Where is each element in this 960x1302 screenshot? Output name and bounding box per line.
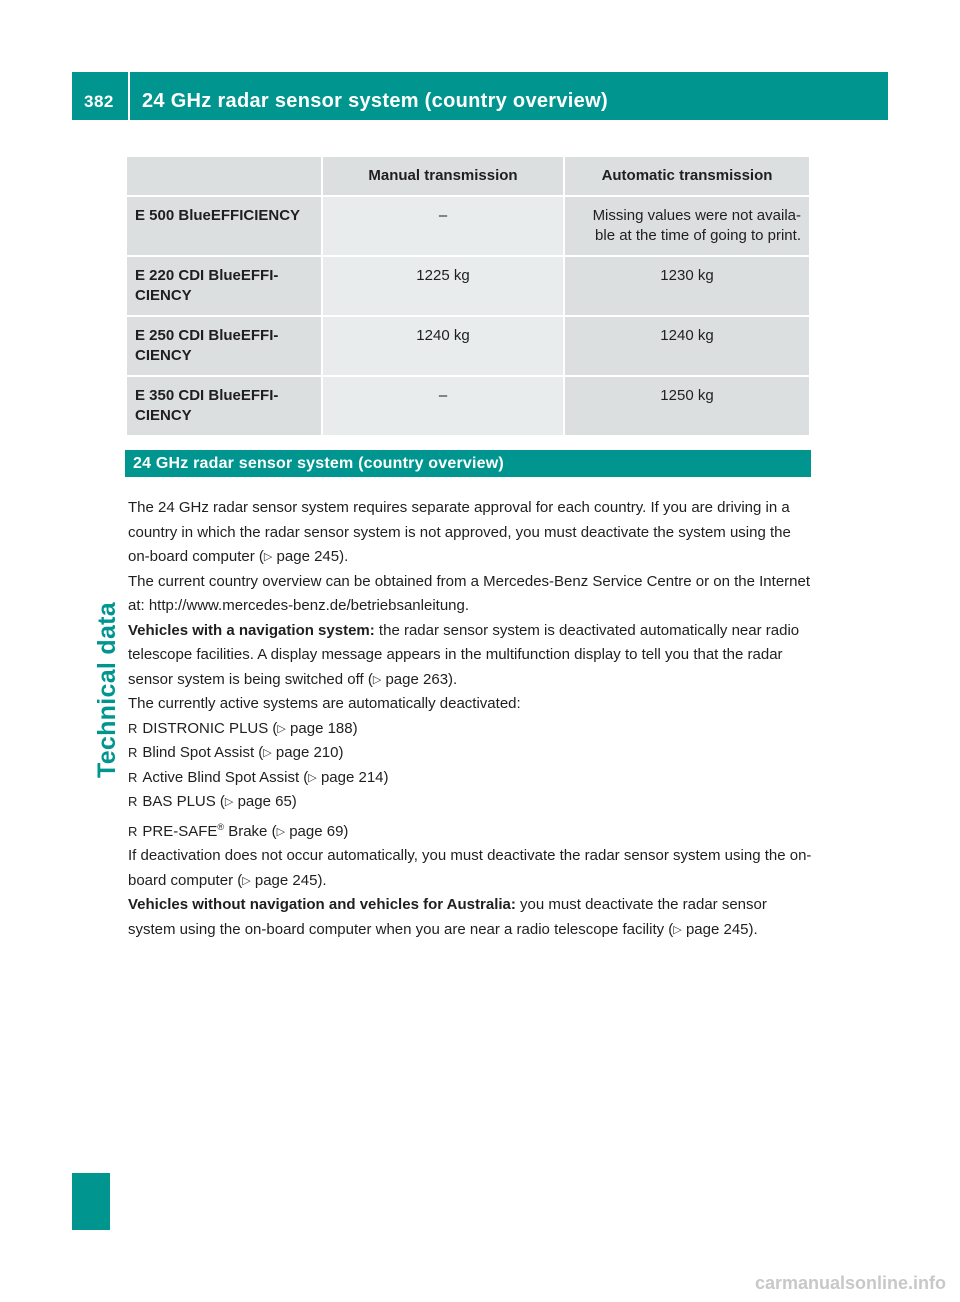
section-body — [128, 496, 813, 942]
paragraph: Vehicles without navigation and vehicles for Australia: you must deactivate the radar sensor system using the on-board computer when you are near a radio telescope facility (▷ page 245). — [128, 896, 767, 938]
list-item: R PRE-SAFE® Brake (▷ page 69) — [128, 815, 813, 845]
bold-lead: Vehicles with a navigation system: — [128, 621, 375, 639]
page-header — [72, 72, 888, 120]
paragraph: The currently active systems are automatically deactivated: — [128, 695, 521, 712]
triangle-right-icon: ▷ — [276, 825, 286, 838]
page-reference-link[interactable]: page 263). — [385, 670, 458, 688]
model-cell: E 220 CDI BlueEFFI-CIENCY — [127, 257, 321, 315]
model-cell: E 350 CDI BlueEFFI-CIENCY — [127, 377, 321, 435]
table-row — [127, 317, 809, 375]
manual-cell: – — [323, 377, 563, 435]
watermark: carmanualsonline.info — [754, 1273, 946, 1293]
automatic-cell: 1230 kg — [565, 257, 809, 315]
triangle-right-icon: ▷ — [263, 747, 272, 759]
list-item: R Blind Spot Assist (▷ page 210) — [128, 741, 813, 766]
automatic-cell: Missing values were not availa-ble at the time of going to print. — [565, 197, 809, 255]
side-tab-label: Technical data — [93, 602, 121, 779]
table-header-cell: Automatic transmission — [565, 157, 809, 195]
paragraph: The 24 GHz radar sensor system requires separate approval for each country. If you are driving in a country in which the radar sensor system is not approved, you must deactivate the system using the on-board computer (▷ page 245). — [128, 499, 791, 565]
page-number: 382 — [84, 92, 114, 111]
triangle-right-icon: ▷ — [277, 722, 286, 735]
page-reference-link[interactable]: page 69) — [289, 822, 349, 840]
section-heading: 24 GHz radar sensor system (country overview) — [125, 450, 811, 477]
table-header-row — [127, 157, 809, 195]
header-title: 24 GHz radar sensor system (country overview) — [142, 90, 608, 112]
automatic-cell: 1250 kg — [565, 377, 809, 435]
manual-cell: – — [323, 197, 563, 255]
triangle-right-icon: ▷ — [224, 796, 234, 808]
automatic-cell: 1240 kg — [565, 317, 809, 375]
model-cell: E 250 CDI BlueEFFI-CIENCY — [127, 317, 321, 375]
table-row — [127, 197, 809, 255]
table-row — [127, 257, 809, 315]
table-header-cell — [127, 157, 321, 195]
model-cell: E 500 BlueEFFICIENCY — [127, 197, 321, 255]
triangle-right-icon: ▷ — [308, 771, 317, 784]
weights-table — [125, 155, 811, 437]
side-tab-block — [72, 1173, 110, 1230]
triangle-right-icon: ▷ — [263, 551, 273, 563]
page-reference-link[interactable]: page 245). — [685, 920, 758, 938]
paragraph: The current country overview can be obtained from a Mercedes-Benz Service Centre or on the Internet at: http://www.mercedes-benz.de/betriebsanleitung. — [128, 572, 811, 614]
page-reference-link[interactable]: page 245). — [254, 871, 327, 889]
list-item: R BAS PLUS (▷ page 65) — [128, 790, 813, 815]
list-item: R Active Blind Spot Assist (▷ page 214) — [128, 766, 813, 791]
manual-cell: 1225 kg — [323, 257, 563, 315]
bold-lead: Vehicles without navigation and vehicles for Australia: — [128, 896, 516, 913]
page-reference-link[interactable]: page 214) — [320, 768, 389, 786]
paragraph: Vehicles with a navigation system: the radar sensor system is deactivated automatically near radio telescope facilities. A display message appears in the multifunction display to tell you that the radar sensor system is being switched off (▷ page 263). — [128, 621, 800, 688]
page-reference-link[interactable]: page 245). — [276, 548, 349, 565]
triangle-right-icon: ▷ — [372, 673, 382, 686]
manual-cell: 1240 kg — [323, 317, 563, 375]
page-reference-link[interactable]: page 210) — [275, 744, 344, 761]
page-reference-link[interactable]: page 188) — [290, 719, 358, 737]
table-header-cell: Manual transmission — [323, 157, 563, 195]
triangle-right-icon: ▷ — [242, 874, 251, 887]
table-row — [127, 377, 809, 435]
triangle-right-icon: ▷ — [673, 923, 682, 936]
page-reference-link[interactable]: page 65) — [237, 793, 297, 810]
registered-mark: ® — [217, 821, 225, 832]
paragraph: If deactivation does not occur automatically, you must deactivate the radar sensor system using the on-board computer (▷ page 245). — [128, 847, 812, 889]
list-item: R DISTRONIC PLUS (▷ page 188) — [128, 717, 813, 742]
